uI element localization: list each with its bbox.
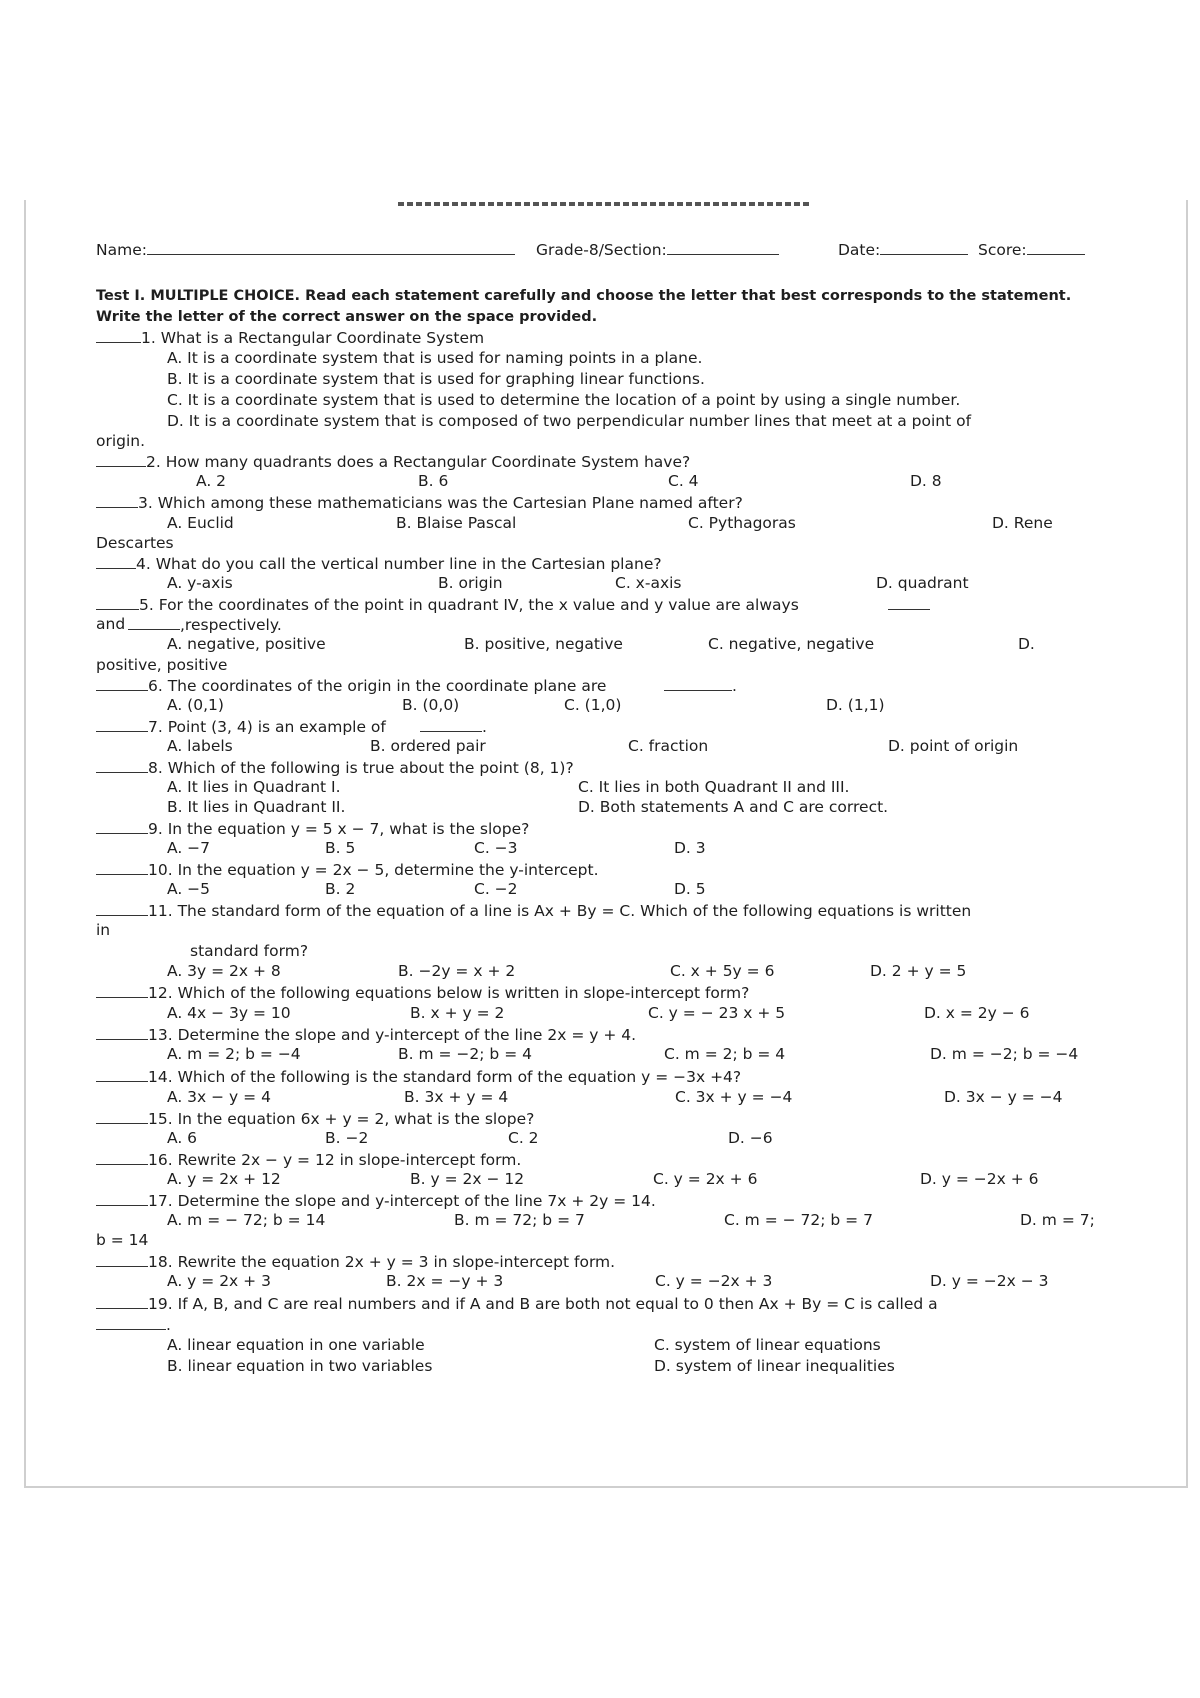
question-text: D. −6 (728, 1129, 773, 1147)
question-text: Descartes (96, 534, 174, 552)
question-text: D. 3 (674, 839, 706, 857)
question-text: 9. In the equation y = 5 x − 7, what is the slope? (148, 820, 530, 838)
question-line (325, 880, 355, 898)
question-line (96, 1294, 938, 1313)
question-text: and (96, 615, 126, 633)
question-line (1018, 635, 1035, 653)
question-line (992, 514, 1053, 532)
question-text: C. Pythagoras (688, 514, 796, 532)
answer-blank[interactable] (96, 901, 148, 916)
question-line (474, 880, 518, 898)
question-line (96, 1150, 521, 1169)
question-line (167, 1336, 425, 1354)
question-line (648, 1004, 785, 1022)
date-blank[interactable] (880, 240, 968, 255)
question-line (190, 942, 308, 960)
question-text: 3. Which among these mathematicians was the Cartesian Plane named after? (138, 494, 743, 512)
question-text: D. x = 2y − 6 (924, 1004, 1030, 1022)
question-text: C. 4 (668, 472, 699, 490)
question-text: B. −2 (325, 1129, 369, 1147)
question-text: B. m = 72; b = 7 (454, 1211, 585, 1229)
question-text: D. m = 7; (1020, 1211, 1095, 1229)
answer-blank[interactable] (96, 328, 141, 343)
date-label: Date: (838, 241, 881, 259)
question-line (944, 1088, 1063, 1106)
question-line (398, 1045, 532, 1063)
question-text: . (482, 718, 487, 736)
question-text: 14. Which of the following is the standard form of the equation y = −3x +4? (148, 1068, 742, 1086)
question-line (653, 1170, 757, 1188)
question-text: B. It lies in Quadrant II. (167, 798, 346, 816)
question-text: C. (1,0) (564, 696, 622, 714)
question-line (674, 880, 706, 898)
question-text: D. y = −2x + 6 (920, 1170, 1039, 1188)
question-line (454, 1211, 585, 1229)
question-text: B. ordered pair (370, 737, 486, 755)
question-text: B. (0,0) (402, 696, 460, 714)
question-line (167, 514, 234, 532)
question-line (167, 370, 705, 388)
question-text: C. y = −2x + 3 (655, 1272, 773, 1290)
question-line (96, 1231, 148, 1249)
question-line (96, 615, 125, 633)
question-line (888, 737, 1018, 755)
question-line (96, 1067, 741, 1086)
question-line (410, 1170, 524, 1188)
question-text: A. linear equation in one variable (167, 1336, 425, 1354)
question-text: 1. What is a Rectangular Coordinate System (141, 329, 485, 347)
question-line (826, 696, 885, 714)
question-line (876, 574, 969, 592)
question-line (96, 758, 574, 777)
answer-blank[interactable] (96, 452, 146, 467)
name-field[interactable] (96, 240, 515, 259)
question-line (675, 1088, 792, 1106)
question-line (924, 1004, 1030, 1022)
answer-blank[interactable] (128, 615, 180, 630)
grade-section-label: Grade-8/Section: (536, 241, 667, 259)
question-text: 12. Which of the following equations below is written in slope-intercept form? (148, 984, 750, 1002)
question-line (167, 574, 233, 592)
question-text: C. It lies in both Quadrant II and III. (578, 778, 850, 796)
date-field[interactable] (838, 240, 968, 259)
question-line (578, 778, 849, 796)
question-line (654, 1357, 895, 1375)
question-line (96, 493, 743, 512)
question-line (728, 1129, 773, 1147)
question-line (96, 901, 971, 920)
question-text: A. labels (167, 737, 233, 755)
question-text: 16. Rewrite 2x − y = 12 in slope-intercept form. (148, 1151, 522, 1169)
question-line (96, 819, 529, 838)
question-line (167, 696, 224, 714)
answer-blank[interactable] (420, 717, 482, 732)
question-text: A. 3x − y = 4 (167, 1088, 271, 1106)
question-text: B. x + y = 2 (410, 1004, 505, 1022)
question-text: A. m = − 72; b = 14 (167, 1211, 326, 1229)
question-text: B. m = −2; b = 4 (398, 1045, 532, 1063)
question-line (564, 696, 621, 714)
question-text: D. Both statements A and C are correct. (578, 798, 889, 816)
question-text: C. x-axis (615, 574, 682, 592)
question-text: b = 14 (96, 1231, 149, 1249)
question-text: positive, positive (96, 656, 228, 674)
question-line (578, 798, 888, 816)
question-line (628, 737, 708, 755)
answer-blank[interactable] (96, 1067, 148, 1082)
answer-blank[interactable] (96, 1109, 148, 1124)
grade-section-field[interactable] (536, 240, 779, 259)
question-text: 19. If A, B, and C are real numbers and if A and B are both not equal to 0 then Ax + By = C is called a (148, 1295, 938, 1313)
question-text: B. 3x + y = 4 (404, 1088, 509, 1106)
question-line (167, 737, 233, 755)
question-text: D. 5 (674, 880, 706, 898)
answer-blank[interactable] (664, 676, 732, 691)
question-text: B. It is a coordinate system that is used for graphing linear functions. (167, 370, 705, 388)
question-line (870, 962, 966, 980)
question-line (96, 1252, 615, 1271)
question-text: 13. Determine the slope and y-intercept of the line 2x = y + 4. (148, 1026, 637, 1044)
question-text: C. −3 (474, 839, 518, 857)
question-text: in (96, 921, 111, 939)
question-line (930, 1272, 1049, 1290)
question-text: D. quadrant (876, 574, 969, 592)
answer-blank[interactable] (96, 676, 148, 691)
question-line (96, 1191, 656, 1210)
question-text: C. negative, negative (708, 635, 875, 653)
answer-blank[interactable] (96, 983, 148, 998)
question-line (418, 472, 448, 490)
question-text: C. 2 (508, 1129, 539, 1147)
question-text: A. negative, positive (167, 635, 326, 653)
question-line (167, 635, 326, 653)
question-text: 11. The standard form of the equation of a line is Ax + By = C. Which of the following equations is written (148, 902, 972, 920)
question-line (464, 635, 623, 653)
question-line (96, 676, 606, 695)
question-text: . (732, 677, 737, 695)
question-line (167, 1170, 281, 1188)
question-text: D. point of origin (888, 737, 1019, 755)
answer-blank[interactable] (888, 595, 930, 610)
question-line (438, 574, 503, 592)
question-line (167, 962, 281, 980)
question-line (196, 472, 226, 490)
question-text: 6. The coordinates of the origin in the coordinate plane are (148, 677, 607, 695)
question-text: C. m = 2; b = 4 (664, 1045, 786, 1063)
question-line (1020, 1211, 1095, 1229)
question-text: C. y = − 23 x + 5 (648, 1004, 786, 1022)
question-text: 18. Rewrite the equation 2x + y = 3 in slope-intercept form. (148, 1253, 616, 1271)
question-text: A. −7 (167, 839, 211, 857)
question-text: 15. In the equation 6x + y = 2, what is the slope? (148, 1110, 535, 1128)
question-line (167, 349, 702, 367)
question-line (664, 1045, 785, 1063)
answer-blank[interactable] (96, 819, 148, 834)
name-label: Name: (96, 241, 147, 259)
question-line (96, 717, 386, 736)
question-text: D. 3x − y = −4 (944, 1088, 1063, 1106)
question-line (508, 1129, 539, 1147)
question-line (96, 534, 174, 552)
question-line (708, 635, 874, 653)
answer-blank[interactable] (96, 1025, 148, 1040)
question-line (615, 574, 682, 592)
question-text: A. 6 (167, 1129, 198, 1147)
question-line (167, 778, 341, 796)
question-text: 2. How many quadrants does a Rectangular Coordinate System have? (146, 453, 691, 471)
question-text: B. y = 2x − 12 (410, 1170, 525, 1188)
grade-section-blank[interactable] (667, 240, 779, 255)
question-line (96, 1315, 171, 1334)
question-text: D. (1,1) (826, 696, 885, 714)
question-text: A. (0,1) (167, 696, 224, 714)
question-text: 8. Which of the following is true about the point (8, 1)? (148, 759, 574, 777)
question-text: ,respectively. (180, 616, 282, 634)
question-line (668, 472, 699, 490)
question-text: D. system of linear inequalities (654, 1357, 895, 1375)
question-line (398, 962, 515, 980)
question-text: origin. (96, 432, 146, 450)
question-text: C. system of linear equations (654, 1336, 881, 1354)
question-line (96, 860, 599, 879)
question-line (670, 962, 774, 980)
question-text: A. −5 (167, 880, 211, 898)
question-line (655, 1272, 772, 1290)
question-text: 5. For the coordinates of the point in quadrant IV, the x value and y value are always (139, 596, 799, 614)
question-text: B. linear equation in two variables (167, 1357, 433, 1375)
question-text: C. It is a coordinate system that is used to determine the location of a point by using a single number. (167, 391, 961, 409)
question-text: B. Blaise Pascal (396, 514, 517, 532)
question-text: 7. Point (3, 4) is an example of (148, 718, 386, 736)
question-text: 17. Determine the slope and y-intercept of the line 7x + 2y = 14. (148, 1192, 656, 1210)
question-text: D. y = −2x − 3 (930, 1272, 1049, 1290)
question-text: A. 2 (196, 472, 227, 490)
question-line (167, 1129, 197, 1147)
test-instructions: Test I. MULTIPLE CHOICE. Read each statement carefully and choose the letter that best corresponds to the statement. Write the letter of the correct answer on the space provided. (96, 288, 1072, 325)
question-line (654, 1336, 881, 1354)
question-line (167, 798, 345, 816)
question-line (325, 1129, 368, 1147)
question-text: C. y = 2x + 6 (653, 1170, 758, 1188)
question-line (96, 432, 145, 450)
question-line (688, 514, 796, 532)
question-text: standard form? (190, 942, 309, 960)
question-line (410, 1004, 504, 1022)
question-line (724, 1211, 873, 1229)
question-text: A. 3y = 2x + 8 (167, 962, 281, 980)
answer-blank[interactable] (96, 1315, 166, 1330)
question-line (910, 472, 942, 490)
question-text: A. y = 2x + 3 (167, 1272, 271, 1290)
question-line (96, 983, 749, 1002)
question-text: C. x + 5y = 6 (670, 962, 775, 980)
question-line (325, 839, 355, 857)
question-text: C. 3x + y = −4 (675, 1088, 793, 1106)
answer-blank[interactable] (96, 554, 136, 569)
answer-blank[interactable] (96, 1191, 148, 1206)
question-line (167, 1045, 301, 1063)
question-text: D. 8 (910, 472, 942, 490)
question-text: A. m = 2; b = −4 (167, 1045, 301, 1063)
question-line (96, 328, 484, 347)
question-text: 10. In the equation y = 2x − 5, determine the y-intercept. (148, 861, 599, 879)
question-text: A. y = 2x + 12 (167, 1170, 281, 1188)
question-text: C. m = − 72; b = 7 (724, 1211, 873, 1229)
question-line (96, 921, 110, 939)
question-text: B. 2x = −y + 3 (386, 1272, 504, 1290)
question-text: B. 6 (418, 472, 449, 490)
question-text: D. (1018, 635, 1035, 653)
answer-blank[interactable] (96, 1252, 148, 1267)
score-label: Score: (978, 241, 1027, 259)
cut-off-title (398, 202, 810, 206)
question-text: C. −2 (474, 880, 518, 898)
question-line (96, 554, 662, 573)
question-line (96, 1025, 636, 1044)
question-text: B. origin (438, 574, 503, 592)
answer-blank[interactable] (96, 717, 148, 732)
question-line (167, 1211, 325, 1229)
score-blank[interactable] (1027, 240, 1085, 255)
question-line (396, 514, 516, 532)
question-line (888, 595, 930, 614)
question-text: A. y-axis (167, 574, 233, 592)
question-line (404, 1088, 508, 1106)
answer-blank[interactable] (96, 1150, 148, 1165)
question-line (474, 839, 518, 857)
answer-blank[interactable] (96, 595, 139, 610)
answer-blank[interactable] (96, 860, 148, 875)
question-line (167, 391, 960, 409)
question-line (370, 737, 486, 755)
answer-blank[interactable] (96, 758, 148, 773)
question-line (402, 696, 459, 714)
question-text: 4. What do you call the vertical number line in the Cartesian plane? (136, 555, 662, 573)
question-line (674, 839, 706, 857)
question-line (167, 839, 210, 857)
question-text: C. fraction (628, 737, 709, 755)
question-line (167, 1088, 271, 1106)
question-text: A. It lies in Quadrant I. (167, 778, 341, 796)
question-line (96, 1109, 534, 1128)
question-text: B. 5 (325, 839, 356, 857)
score-field[interactable] (978, 240, 1085, 259)
question-line (96, 595, 799, 614)
question-text: . (166, 1316, 171, 1334)
question-text: A. It is a coordinate system that is used for naming points in a plane. (167, 349, 703, 367)
answer-blank[interactable] (96, 493, 138, 508)
question-line (167, 1004, 291, 1022)
question-text: B. −2y = x + 2 (398, 962, 516, 980)
question-text: D. It is a coordinate system that is composed of two perpendicular number lines that meet at a point of (167, 412, 972, 430)
question-text: B. positive, negative (464, 635, 623, 653)
answer-blank[interactable] (96, 1294, 148, 1309)
question-line (96, 452, 690, 471)
question-line (920, 1170, 1039, 1188)
question-line (96, 656, 227, 674)
question-text: A. 4x − 3y = 10 (167, 1004, 291, 1022)
question-line (664, 676, 737, 695)
question-text: D. Rene (992, 514, 1053, 532)
question-line (167, 880, 210, 898)
name-blank[interactable] (147, 240, 515, 255)
question-line (167, 1272, 271, 1290)
question-text: D. m = −2; b = −4 (930, 1045, 1079, 1063)
question-line (930, 1045, 1078, 1063)
question-text: D. 2 + y = 5 (870, 962, 967, 980)
question-line (128, 615, 282, 634)
question-line (167, 412, 971, 430)
question-line (420, 717, 487, 736)
question-line (167, 1357, 432, 1375)
question-text: B. 2 (325, 880, 356, 898)
question-text: A. Euclid (167, 514, 234, 532)
question-line (386, 1272, 503, 1290)
